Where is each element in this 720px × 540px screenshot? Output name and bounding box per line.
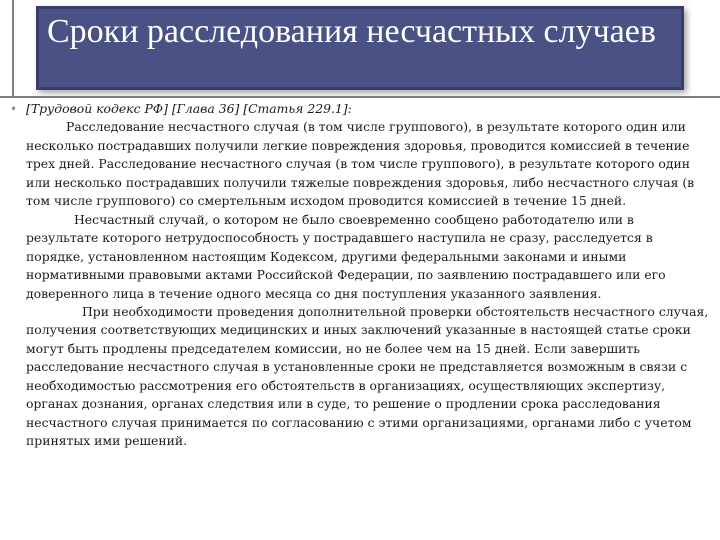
header-horizontal-rule [0,96,720,98]
slide-content [10,100,710,451]
paragraph-2: Несчастный случай, о котором не было своевременно сообщено работодателю или в результате которого нетрудоспособность у пострадавшего наступила не сразу, расследуется в порядке, установленном настоящим Кодексом, другими федеральными законами и иными нормативными правовыми актами Российской Федерации, по заявлению пострадавшего или его доверенного лица в течение одного месяца со дня поступления указанного заявления. [26,211,666,301]
paragraph-1: Расследование несчастного случая (в том числе группового), в результате которого один или несколько пострадавших получили легкие повреждения здоровья, проводится комиссией в течение трех дней. Расследование несчастного случая (в том числе группового), в результате которого один или несколько пострадавших получили тяжелые повреждения здоровья, либо несчастного случая (в том числе группового) со смертельным исходом проводится комиссией в течение 15 дней. [26,119,695,209]
bullet-icon: • [10,102,18,116]
source-reference: [Трудовой кодекс РФ] [Глава 36] [Статья 229.1]: [26,101,352,116]
paragraph-3: При необходимости проведения дополнительной проверки обстоятельств несчастного случая, получения соответствующих медицинских и иных заключений указанные в настоящей статье сроки могут быть продлены председателем комиссии, но не более чем на 15 дней. Если завершить расследование несчастного случая в установленные сроки не представляется возможным в связи с необходимостью рассмотрения его обстоятельств в организациях, осуществляющих экспертизу, органах дознания, органах следствия или в суде, то решение о продлении срока расследования несчастного случая принимается по согласованию с этими организациями, органами либо с учетом принятых ими решений. [26,303,709,449]
left-vertical-rule [12,0,14,96]
source-line [10,100,710,118]
title-box [36,6,684,90]
slide-title: Сроки расследования несчастных случаев [47,13,656,50]
